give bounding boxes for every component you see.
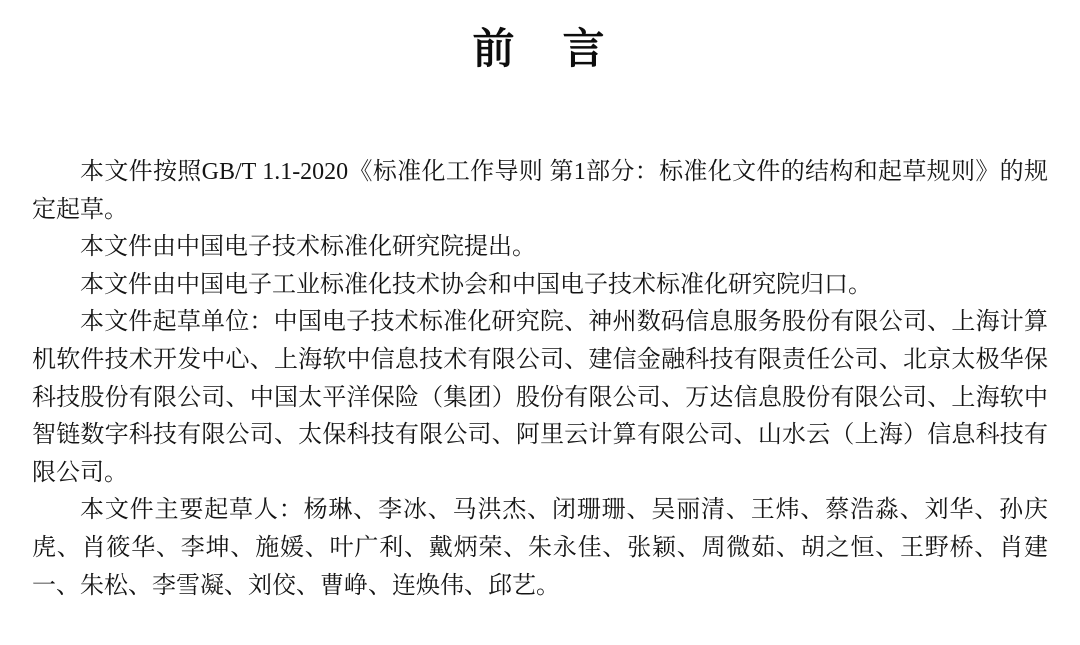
paragraph-main-drafters: 本文件主要起草人：杨琳、李冰、马洪杰、闭珊珊、吴丽清、王炜、蔡浩淼、刘华、孙庆虎、肖筱华、李坤、施媛、叶广利、戴炳荣、朱永佳、张颖、周微茹、胡之恒、王野桥、肖建一、朱松、李雪凝、刘佼、曹峥、连焕伟、邱艺。 (32, 497, 1048, 599)
foreword-content (32, 154, 1048, 605)
paragraph-proposed-by: 本文件由中国电子技术标准化研究院提出。 (80, 234, 536, 261)
paragraph-under-jurisdiction: 本文件由中国电子工业标准化技术协会和中国电子技术标准化研究院归口。 (80, 271, 872, 298)
paragraph-drafting-rules: 本文件按照GB/T 1.1-2020《标准化工作导则 第1部分：标准化文件的结构和起草规则》的规定起草。 (32, 159, 1048, 223)
paragraph-drafting-organizations: 本文件起草单位：中国电子技术标准化研究院、神州数码信息服务股份有限公司、上海计算机软件技术开发中心、上海软中信息技术有限公司、建信金融科技有限责任公司、北京太极华保科技股份有限公司、中国太平洋保险（集团）股份有限公司、万达信息股份有限公司、上海软中智链数字科技有限公司、太保科技有限公司、阿里云计算有限公司、山水云（上海）信息科技有限公司。 (32, 309, 1048, 486)
page-title: 前 言 (472, 25, 608, 72)
